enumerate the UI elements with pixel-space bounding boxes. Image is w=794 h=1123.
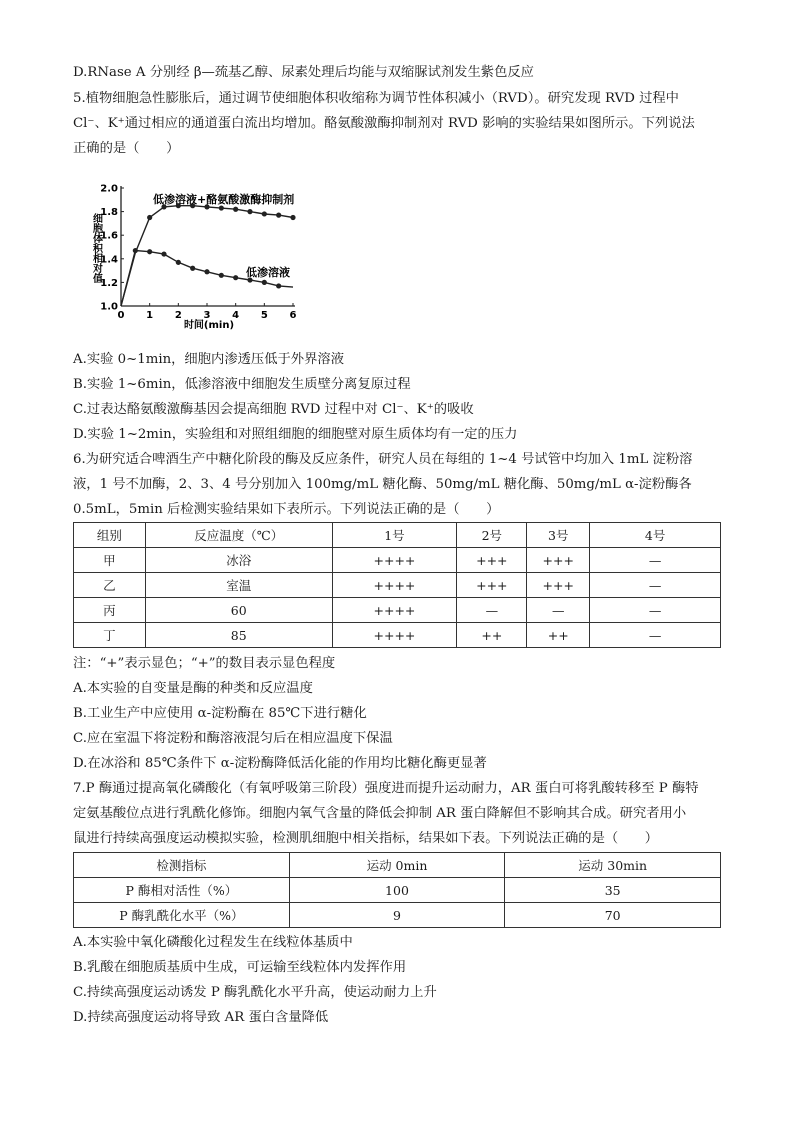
data-point	[233, 207, 238, 212]
header-cell: 组别	[74, 523, 146, 548]
table-cell: 9	[289, 903, 505, 928]
table-cell: 乙	[74, 573, 146, 598]
q5-option-a: A.实验 0~1min，细胞内渗透压低于外界溶液	[73, 352, 344, 367]
table-cell: 100	[289, 878, 505, 903]
table-cell: ++++	[332, 573, 457, 598]
q6-option-b: B.工业生产中应使用 α-淀粉酶在 85℃下进行糖化	[73, 706, 367, 721]
data-point	[247, 209, 252, 214]
table-row	[74, 548, 721, 573]
table-row	[74, 878, 721, 903]
q6-results-table	[73, 522, 721, 648]
q7-stem-line-2: 定氨基酸位点进行乳酰化修饰。细胞内氧气含量的降低会抑制 AR 蛋白降解但不影响其合成。研究者用小	[73, 806, 687, 821]
q5-stem-line-3: 正确的是（ ）	[73, 141, 180, 156]
table-header-row	[74, 853, 721, 878]
q6-stem-line-1: 6.为研究适合啤酒生产中糖化阶段的酶及反应条件，研究人员在每组的 1~4 号试管中均加入 1mL 淀粉溶	[73, 452, 693, 467]
data-point	[219, 205, 224, 210]
q5-stem-line-1: 5.植物细胞急性膨胀后，通过调节使细胞体积收缩称为调节性体积减小（RVD）。研究发现 RVD 过程中	[73, 91, 679, 106]
y-axis-label: 细胞体积相对值	[90, 213, 102, 283]
data-point	[147, 249, 152, 254]
table-row	[74, 598, 721, 623]
table-cell: —	[590, 573, 721, 598]
data-point	[290, 215, 295, 220]
y-tick-label: 1.0	[100, 301, 118, 313]
x-tick-label: 5	[260, 310, 268, 321]
q7-option-a: A.本实验中氧化磷酸化过程发生在线粒体基质中	[73, 935, 353, 950]
y-tick-label: 1.2	[100, 277, 118, 289]
q6-stem-line-3: 0.5mL，5min 后检测实验结果如下表所示。下列说法正确的是（ ）	[73, 502, 500, 517]
q6-option-d: D.在冰浴和 85℃条件下 α-淀粉酶降低活化能的作用均比糖化酶更显著	[73, 756, 487, 771]
x-tick-label: 2	[174, 310, 182, 321]
series-line-1	[121, 206, 293, 306]
table-cell: 室温	[145, 573, 332, 598]
q7-results-table	[73, 852, 721, 928]
q7-option-c: C.持续高强度运动诱发 P 酶乳酰化水平升高，使运动耐力上升	[73, 985, 437, 1000]
header-cell: 运动 30min	[505, 853, 721, 878]
header-cell: 2号	[457, 523, 527, 548]
data-point	[262, 211, 267, 216]
data-point	[176, 260, 181, 265]
header-cell: 4号	[590, 523, 721, 548]
data-point	[190, 266, 195, 271]
q7-option-d: D.持续高强度运动将导致 AR 蛋白含量降低	[73, 1010, 329, 1025]
data-point	[133, 248, 138, 253]
table-row	[74, 903, 721, 928]
series-label-control: 低渗溶液	[246, 266, 290, 279]
table-cell: ++++	[332, 598, 457, 623]
series-label-inhibitor: 低渗溶液+酪氨酸激酶抑制剂	[153, 193, 295, 206]
x-tick-label: 3	[203, 310, 211, 321]
x-axis-label: 时间(min)	[183, 320, 235, 330]
q6-stem-line-2: 液，1 号不加酶，2、3、4 号分别加入 100mg/mL 糖化酶、50mg/mL 糖化酶、50mg/mL α-淀粉酶各	[73, 477, 692, 492]
q6-option-a: A.本实验的自变量是酶的种类和反应温度	[73, 681, 313, 696]
q5-line-chart	[88, 178, 318, 330]
header-cell: 1号	[332, 523, 457, 548]
header-cell: 检测指标	[74, 853, 290, 878]
table-cell: ++++	[332, 623, 457, 648]
q4-option-d: D.RNase A 分别经 β—巯基乙醇、尿素处理后均能与双缩脲试剂发生紫色反应	[73, 65, 534, 80]
table-cell: ++	[457, 623, 527, 648]
table-cell: 35	[505, 878, 721, 903]
x-tick-label: 1	[146, 310, 154, 321]
table-cell: ++	[527, 623, 590, 648]
data-point	[276, 213, 281, 218]
table-cell: 冰浴	[145, 548, 332, 573]
y-tick-label: 1.4	[100, 254, 118, 266]
table-header-row	[74, 523, 721, 548]
q7-option-b: B.乳酸在细胞质基质中生成，可运输至线粒体内发挥作用	[73, 960, 407, 975]
table-cell: 丙	[74, 598, 146, 623]
table-cell: +++	[527, 573, 590, 598]
header-cell: 反应温度（℃）	[145, 523, 332, 548]
x-tick-label: 4	[232, 310, 240, 321]
table-cell: —	[457, 598, 527, 623]
q6-option-c: C.应在室温下将淀粉和酶溶液混匀后在相应温度下保温	[73, 731, 393, 746]
table-cell: +++	[457, 573, 527, 598]
table-cell: 丁	[74, 623, 146, 648]
table-cell: +++	[457, 548, 527, 573]
table-cell: ++++	[332, 548, 457, 573]
data-point	[204, 269, 209, 274]
q5-stem-line-2: Cl⁻、K⁺通过相应的通道蛋白流出均增加。酪氨酸激酶抑制剂对 RVD 影响的实验结果如图所示。下列说法	[73, 116, 695, 131]
table-cell: 85	[145, 623, 332, 648]
table-cell: P 酶相对活性（%）	[74, 878, 290, 903]
x-tick-label: 6	[289, 310, 297, 321]
data-point	[262, 280, 267, 285]
data-point	[233, 275, 238, 280]
table-cell: 甲	[74, 548, 146, 573]
q6-note: 注：“+”表示显色；“+”的数目表示显色程度	[73, 656, 336, 671]
table-cell: 70	[505, 903, 721, 928]
table-row	[74, 623, 721, 648]
table-cell: —	[590, 548, 721, 573]
data-point	[219, 273, 224, 278]
data-point	[161, 251, 166, 256]
table-cell: +++	[527, 548, 590, 573]
table-row	[74, 573, 721, 598]
q5-option-b: B.实验 1~6min，低渗溶液中细胞发生质壁分离复原过程	[73, 377, 411, 392]
data-point	[147, 215, 152, 220]
table-cell: 60	[145, 598, 332, 623]
header-cell: 3号	[527, 523, 590, 548]
header-cell: 运动 0min	[289, 853, 505, 878]
y-tick-label: 2.0	[100, 183, 118, 195]
y-tick-label: 1.8	[100, 207, 118, 219]
y-tick-label: 1.6	[100, 230, 118, 242]
data-point	[276, 283, 281, 288]
q7-stem-line-3: 鼠进行持续高强度运动模拟实验，检测肌细胞中相关指标，结果如下表。下列说法正确的是（ ）	[73, 831, 659, 846]
table-cell: —	[590, 598, 721, 623]
q5-option-c: C.过表达酪氨酸激酶基因会提高细胞 RVD 过程中对 Cl⁻、K⁺的吸收	[73, 402, 474, 417]
x-tick-label: 0	[117, 310, 125, 321]
table-cell: P 酶乳酰化水平（%）	[74, 903, 290, 928]
q5-option-d: D.实验 1~2min，实验组和对照组细胞的细胞壁对原生质体均有一定的压力	[73, 427, 518, 442]
q7-stem-line-1: 7.P 酶通过提高氧化磷酸化（有氧呼吸第三阶段）强度进而提升运动耐力，AR 蛋白可将乳酸转移至 P 酶特	[73, 781, 699, 796]
table-cell: —	[590, 623, 721, 648]
table-cell: —	[527, 598, 590, 623]
